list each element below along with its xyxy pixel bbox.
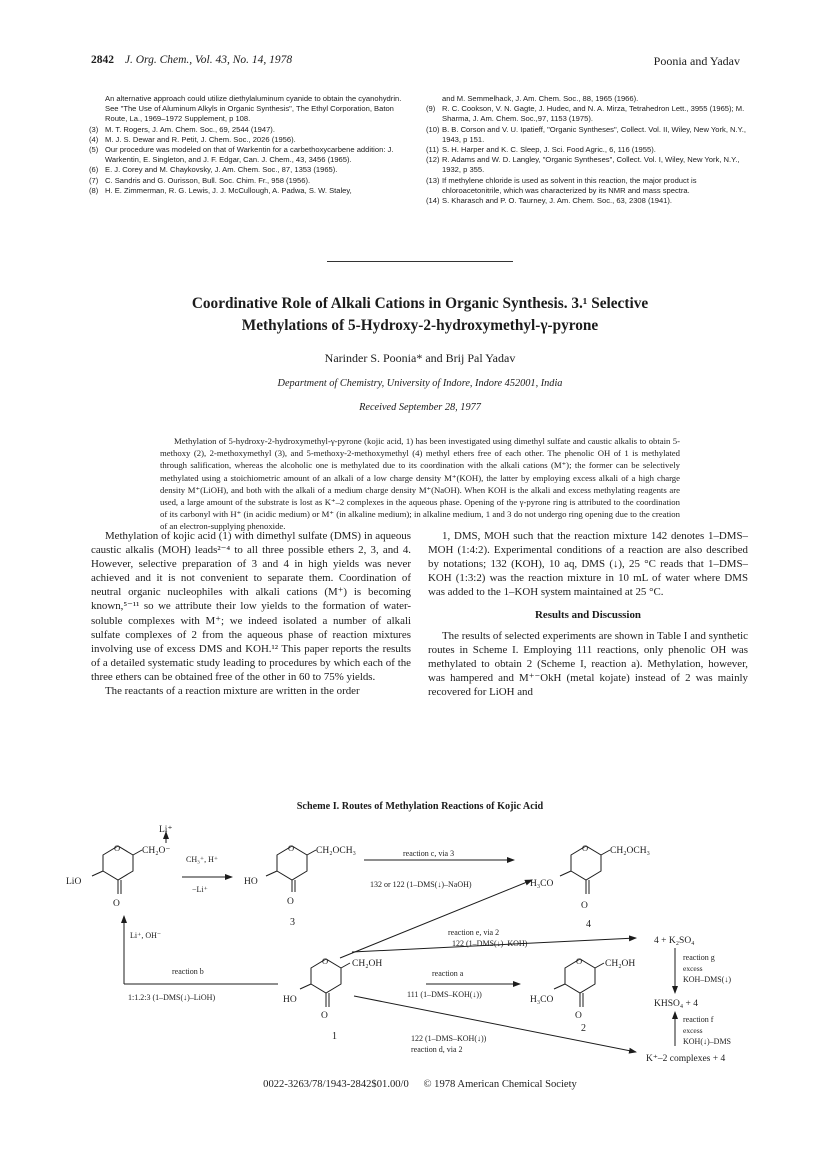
reference-number: (10) xyxy=(426,124,440,134)
label-ho-1: HO xyxy=(283,995,297,1005)
label-ring-o-1: O xyxy=(322,956,329,966)
label-ch2o-minus: CH₂O⁻ xyxy=(142,846,171,856)
reference-number: (8) xyxy=(89,185,99,195)
body-paragraph: The results of selected experiments are shown in Table I and synthetic routes in Scheme I. Employing 111 reactions, only phenolic OH was methylated to obtain 2 (Scheme I, reaction a). Methylation, however, was hampered and M⁺⁻OkH (metal kojate) instead of 2 was mainly recovered for LiOH and xyxy=(428,629,748,698)
body-paragraph: The reactants of a reaction mixture are written in the order xyxy=(105,685,360,698)
label-lio: LiO xyxy=(66,877,82,887)
reference-text: M. J. S. Dewar and R. Petit, J. Chem. Soc., 2026 (1956). xyxy=(105,134,296,144)
label-reaction-c: reaction c, via 3 xyxy=(403,849,455,858)
reference-number: (11) xyxy=(426,145,439,155)
label-reagent-lioh: Li⁺, OH⁻ xyxy=(130,931,162,940)
running-header-authors: Poonia and Yadav xyxy=(653,54,740,68)
label-product-khso4: KHSO₄ + 4 xyxy=(654,999,699,1009)
compound-number-3: 3 xyxy=(290,917,295,928)
label-ho-3: HO xyxy=(244,877,258,887)
reference-text: and M. Semmelhack, J. Am. Chem. Soc., 88, 1965 (1966). xyxy=(442,94,639,103)
label-h3co-2: H₃CO xyxy=(530,995,554,1005)
label-carbonyl-o: O xyxy=(113,899,120,909)
label-ch2oh-2: CH₂OH xyxy=(605,959,636,969)
compound-number-4: 4 xyxy=(586,919,591,930)
label-condition-e: 122 (1–DMS(↓)–KOH) xyxy=(452,939,528,948)
body-paragraph: 1, DMS, MOH such that the reaction mixture 142 denotes 1–DMS–MOH (1:4:2). Experimental conditions of a reaction are also described by notations; 132 (KOH), 10 aq, DMS (↓), 25 °C reads that 1–DMS–KOH (1:3:2) was the reaction mixture in 10 mL of water where DMS was added to the 1–KOH system maintained at 25 °C. xyxy=(428,530,748,599)
reference-text: E. J. Corey and M. Chaykovsky, J. Am. Chem. Soc., 87, 1353 (1965). xyxy=(105,165,338,175)
copyright: © 1978 American Chemical Society xyxy=(423,1079,577,1090)
reference-number: (3) xyxy=(89,124,99,134)
article-title-line-1: Coordinative Role of Alkali Cations in Organic Synthesis. 3.¹ Selective xyxy=(191,295,649,312)
compound-number-1: 1 xyxy=(332,1031,337,1042)
label-reaction-d: reaction d, via 2 xyxy=(411,1045,463,1054)
label-reaction-e: reaction e, via 2 xyxy=(448,928,500,937)
label-excess-f: excess xyxy=(683,1026,703,1035)
label-carbonyl-o-1: O xyxy=(321,1011,328,1021)
label-condition-a: 111 (1–DMS–KOH(↓)) xyxy=(407,990,482,999)
reference-text: R. Adams and W. D. Langley, "Organic Syntheses", Collect. Vol. I, Wiley, New York, N.Y., 1932, p 355. xyxy=(442,155,740,175)
label-product-k-complex: K⁺–2 complexes + 4 xyxy=(646,1054,726,1064)
reference-number: (6) xyxy=(89,165,99,175)
label-condition-d: 122 (1–DMS–KOH(↓)) xyxy=(411,1034,487,1043)
reference-text: R. C. Cookson, V. N. Gagte, J. Hudec, and N. A. Mirza, Tetrahedron Lett., 3955 (1965); M. Sharma, J. Am. Chem. Soc.,97, 1153 (1975). xyxy=(442,104,745,124)
reference-number: (4) xyxy=(89,134,99,144)
label-ring-o-4: O xyxy=(582,843,589,853)
label-carbonyl-o-4: O xyxy=(581,901,588,911)
reference-text: S. H. Harper and K. C. Sleep, J. Sci. Food Agric., 6, 116 (1955). xyxy=(442,145,656,155)
article-authors: Narinder S. Poonia* and Brij Pal Yadav xyxy=(324,351,516,365)
arrow-reaction-d xyxy=(354,996,636,1052)
label-ch2oh-1: CH₂OH xyxy=(352,959,383,969)
label-reaction-g: reaction g xyxy=(683,953,715,962)
reference-text: Our procedure was modeled on that of Warkentin for a carbethoxycarbene addition: J. Warkentin, E. Singleton, and J. F. Edgar, Can. J. Chem., 43, 3456 (1965). xyxy=(105,145,394,165)
scheme-title: Scheme I. Routes of Methylation Reactions of Kojic Acid xyxy=(296,801,544,812)
reference-text: H. E. Zimmerman, R. G. Lewis, J. J. McCullough, A. Padwa, S. W. Staley, xyxy=(105,185,352,195)
section-heading: Results and Discussion xyxy=(535,609,641,622)
abstract: Methylation of 5-hydroxy-2-hydroxymethyl-γ-pyrone (kojic acid, 1) has been investigated using dimethyl sulfate and caustic alkalis to obtain 5-methoxy (2), 2-methoxymethyl (3), and 5-methoxy-2-methoxymethyl (4) methyl ethers free of each other. The phenolic OH of 1 is methylated through salification, whereas the alcoholic one is methylated due to its coordination with the alkali cations (M⁺); the former can be selectively methylated using a stoichiometric amount of an alkali of a low charge density M⁺(KOH), the latter by employing excess alkali of a high charge density M⁺(LiOH), and both with the alkali of a medium charge density M⁺(NaOH). When KOH is the alkali and excess methylating reagents are used, a large amount of the substrate is lost as K⁺–2 complexes in the aqueous phase. Opening of the γ-pyrone ring is attributed to the coordination of its carbonyl with H⁺ (in acidic medium) or M⁺ (in alkaline medium); in alkaline medium, 1 and 3 do not undergo ring opening due to the creation of an electron-supplying phenoxide. xyxy=(160,436,680,532)
reference-number: (7) xyxy=(89,175,99,185)
article-code: 0022-3263/78/1943-2842$01.00/0 xyxy=(263,1079,409,1090)
reference-number: (12) xyxy=(426,155,440,165)
article-affiliation: Department of Chemistry, University of Indore, Indore 452001, India xyxy=(277,378,563,389)
reference-text: C. Sandris and G. Ourisson, Bull. Soc. Chim. Fr., 958 (1956). xyxy=(105,175,311,185)
reference-number: (14) xyxy=(426,196,440,206)
compound-number-2: 2 xyxy=(581,1023,586,1034)
label-carbonyl-o-3: O xyxy=(287,897,294,907)
label-ch2och3-3: CH₂OCH₃ xyxy=(316,846,356,856)
label-condition-b: 1:1.2:3 (1–DMS(↓)–LiOH) xyxy=(128,993,216,1002)
label-ring-o-2: O xyxy=(576,956,583,966)
reference-number: (9) xyxy=(426,104,436,114)
reference-text: B. B. Corson and V. U. Ipatieff, "Organic Syntheses", Collect. Vol. II, Wiley, New York, N.Y., 1943, p 151. xyxy=(442,124,746,144)
reference-number: (13) xyxy=(426,175,440,185)
label-reaction-a: reaction a xyxy=(432,969,464,978)
label-reaction-b: reaction b xyxy=(172,967,204,976)
label-carbonyl-o-2: O xyxy=(575,1011,582,1021)
reference-text: S. Kharasch and P. O. Taurney, J. Am. Chem. Soc., 63, 2308 (1941). xyxy=(442,196,673,206)
label-condition-g: KOH–DMS(↓) xyxy=(683,975,731,984)
label-condition-f: KOH(↓)–DMS xyxy=(683,1037,731,1046)
body-paragraph: Methylation of kojic acid (1) with dimethyl sulfate (DMS) in aqueous caustic alkalis (MOH) leads²⁻⁴ to all three possible ethers 2, 3, and 4. However, selective preparation of 3 and 4 in high yields was never achieved and it is not convenient to separate them. Coordination of neutral organic nucleophiles with alkali cations (M⁺) is becoming known,⁵⁻¹¹ so we attribute their low yields to the formation of water-soluble complexes with M⁺; we indeed isolated a number of alkali sulfate complexes of 2 from the aqueous phase of reaction mixtures involving use of excess DMS and KOH.¹² This paper reports the results of a detailed systematic study leading to procedures by which each of the three ethers can be obtained free of the other in 60 to 75% yields. xyxy=(91,530,411,683)
label-li-plus: Li⁺ xyxy=(159,825,173,835)
page-number: 2842 xyxy=(91,54,114,66)
received-date: Received September 28, 1977 xyxy=(359,402,481,413)
page-footer xyxy=(90,1079,750,1090)
label-h3co-4: H₃CO xyxy=(530,879,554,889)
reference-number: (5) xyxy=(89,145,99,155)
label-excess-g: excess xyxy=(683,964,703,973)
label-ring-o-3: O xyxy=(288,843,295,853)
label-condition-c: 132 or 122 (1–DMS(↓)–NaOH) xyxy=(370,880,472,889)
label-product-k2so4: 4 + K₂SO₄ xyxy=(654,936,695,946)
label-reagent-ch3: CH₃⁺, H⁺ xyxy=(186,855,219,864)
reference-text: If methylene chloride is used as solvent in this reaction, the major product is chloroacetonitrile, which was characterized by its NMR and mass spectra. xyxy=(442,175,697,195)
label-ch2och3-4: CH₂OCH₃ xyxy=(610,846,650,856)
journal-citation: J. Org. Chem., Vol. 43, No. 14, 1978 xyxy=(124,54,293,66)
label-reagent-li: −Li⁺ xyxy=(192,885,208,894)
label-ring-o: O xyxy=(114,843,121,853)
article-title-line-2: Methylations of 5-Hydroxy-2-hydroxymethyl-γ-pyrone xyxy=(241,317,599,334)
reference-text: M. T. Rogers, J. Am. Chem. Soc., 69, 2544 (1947). xyxy=(105,124,275,134)
label-reaction-f: reaction f xyxy=(683,1015,714,1024)
reference-text: An alternative approach could utilize diethylaluminum cyanide to obtain the cyanohydrin. See "The Use of Aluminum Alkyls in Organic Synthesis", The Ethyl Corporation, Baton Route, La., 1969–1972 Supplement, p 108. xyxy=(105,94,402,124)
